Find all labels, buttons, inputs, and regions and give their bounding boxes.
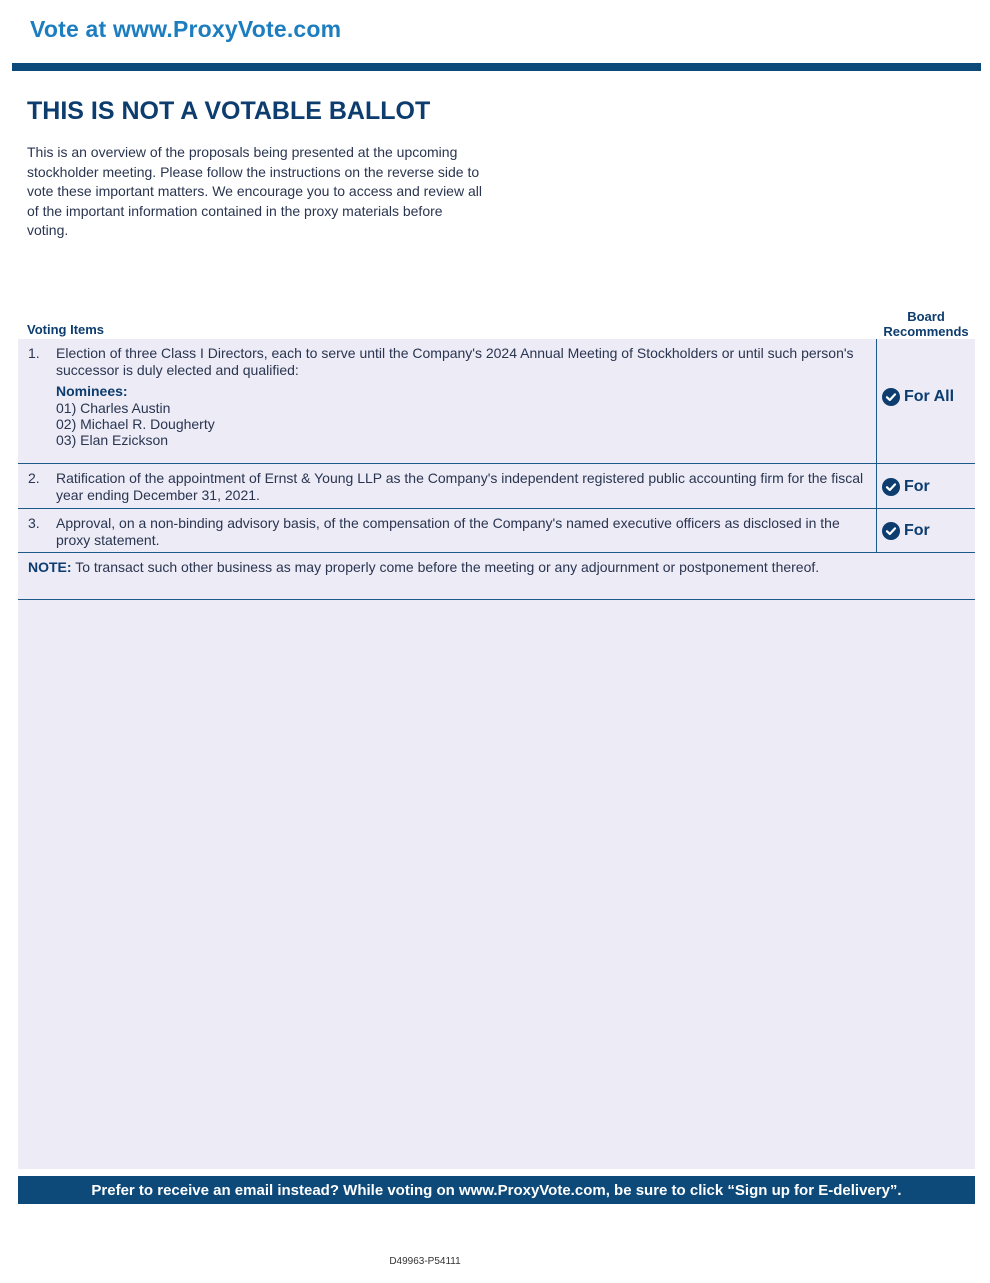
note-label: NOTE:: [28, 559, 72, 575]
recommendation-label: For: [904, 522, 930, 539]
nominee: 01) Charles Austin: [56, 400, 171, 416]
board-recommendation: [882, 522, 930, 540]
board-recommends-header: Board Recommends: [883, 309, 969, 339]
board-recommendation: [882, 478, 930, 496]
nominee: 03) Elan Ezickson: [56, 432, 169, 448]
note-text: [28, 559, 878, 576]
recommendation-label: For: [904, 478, 930, 495]
note-body: To transact such other business as may properly come before the meeting or any adjournment or postponement thereof.: [71, 559, 820, 575]
check-circle-icon: [882, 478, 900, 496]
voting-items-header: Voting Items: [27, 322, 105, 337]
item-text: Ratification of the appointment of Ernst & Young LLP as the Company's independent registered public accounting firm for the fiscal year ending December 31, 2021.: [56, 470, 864, 503]
column-divider: [876, 464, 877, 508]
recommendation-label: For All: [904, 388, 955, 405]
voting-item-1: [18, 339, 975, 464]
item-number: 1.: [28, 345, 40, 361]
ballot-intro: This is an overview of the proposals being presented at the upcoming stockholder meeting. Please follow the instructions on the reverse side to vote these important matters. We encourage you to access and review all of the important information contained in the proxy materials before voting.: [27, 144, 482, 238]
nominees-label: Nominees:: [56, 383, 128, 399]
document-code: D49963-P54111: [389, 1256, 461, 1267]
e-delivery-banner: Prefer to receive an email instead? While voting on www.ProxyVote.com, be sure to click “Sign up for E-delivery”.: [18, 1176, 975, 1204]
ballot-title: THIS IS NOT A VOTABLE BALLOT: [27, 97, 431, 125]
vote-link-header[interactable]: Vote at www.ProxyVote.com: [30, 16, 342, 42]
voting-item-2: [18, 464, 975, 509]
check-circle-icon: [882, 388, 900, 406]
board-recommendation: [882, 388, 954, 406]
nominee: 02) Michael R. Dougherty: [56, 416, 215, 432]
item-number: 2.: [28, 470, 40, 486]
note-row: [18, 553, 975, 600]
column-divider: [876, 339, 877, 463]
header-rule: [12, 63, 981, 71]
item-number: 3.: [28, 515, 40, 531]
item-text: Approval, on a non-binding advisory basis, of the compensation of the Company's named executive officers as disclosed in the proxy statement.: [56, 515, 840, 548]
voting-item-3: [18, 509, 975, 553]
column-divider: [876, 509, 877, 552]
check-circle-icon: [882, 522, 900, 540]
item-text: [56, 345, 876, 448]
item-description: Election of three Class I Directors, each to serve until the Company's 2024 Annual Meeting of Stockholders or until such person's successor is duly elected and qualified:: [56, 345, 854, 378]
